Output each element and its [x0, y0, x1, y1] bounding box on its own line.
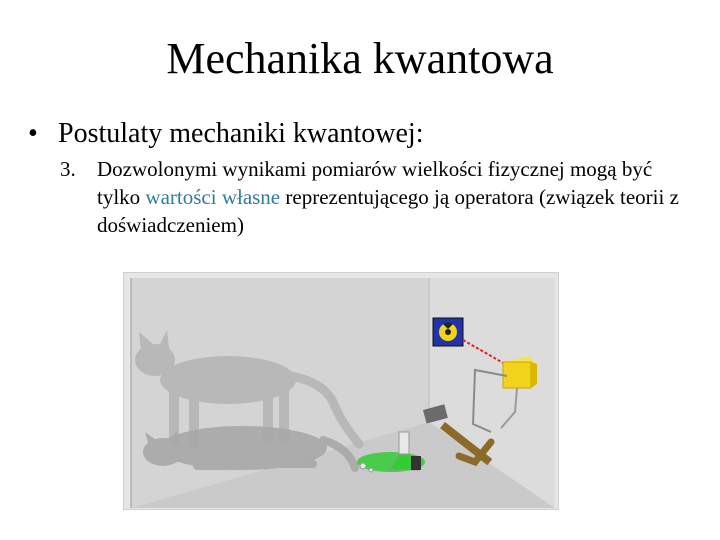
item-text-after: reprezentującego ją operatora (związek teorii z doświadczeniem) [97, 185, 679, 237]
bullet-text: Postulaty mechaniki kwantowej: [58, 118, 424, 149]
item-number: 3. [60, 157, 76, 181]
item-text [97, 155, 680, 239]
radiation-source-icon [433, 318, 463, 346]
numbered-item [60, 155, 680, 239]
schrodinger-cat-illustration [123, 272, 559, 510]
bullet-marker: • [28, 118, 38, 149]
item-text-before: Dozwolonymi wynikami pomiarów wielkości fizycznej mogą być tylko [97, 157, 653, 209]
eigenvalues-highlight: wartości własne [145, 185, 281, 209]
bullet-point [28, 117, 424, 151]
slide-title: Mechanika kwantowa [166, 34, 554, 83]
